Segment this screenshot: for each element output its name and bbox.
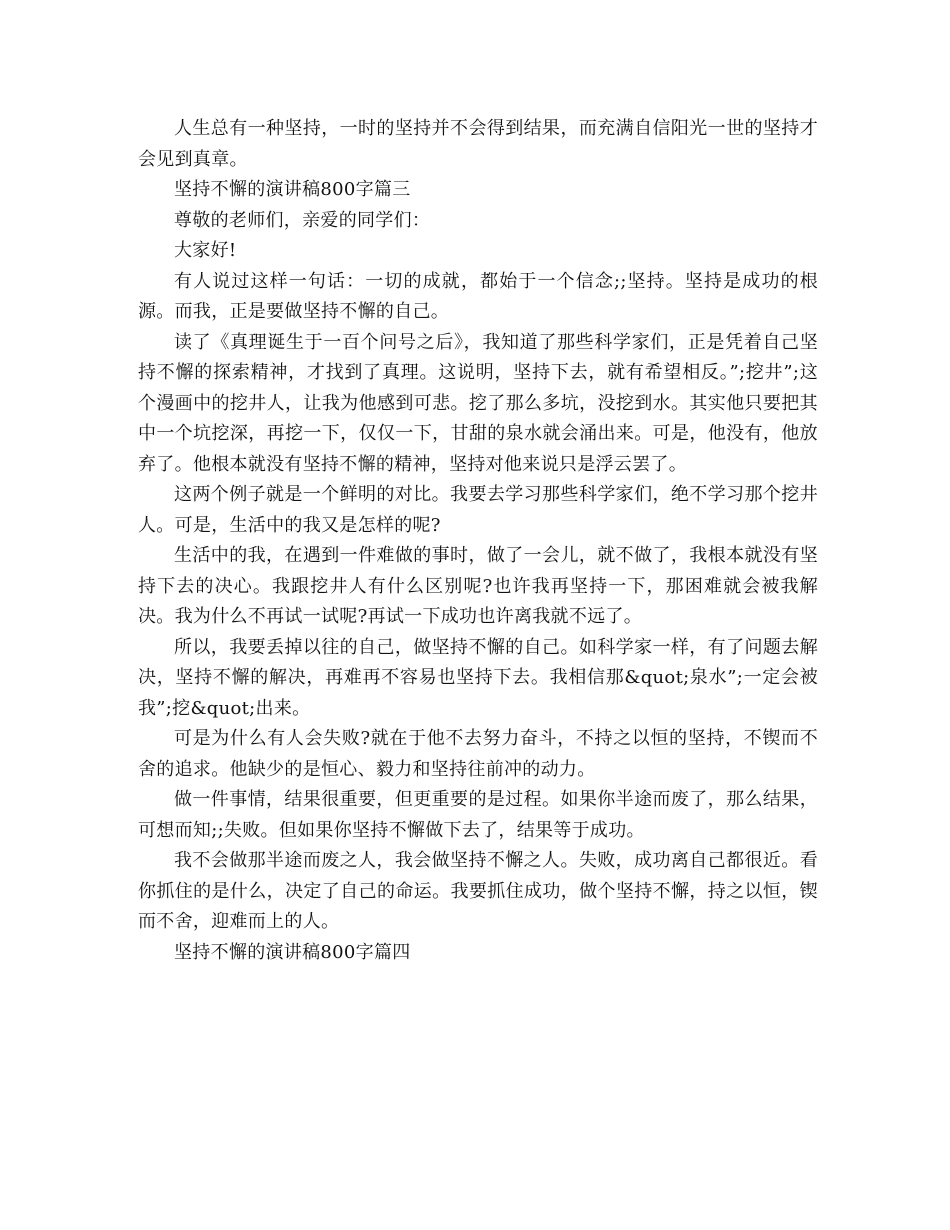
document-body bbox=[138, 114, 818, 968]
paragraph-scientists-well-digger: 读了《真理诞生于一百个问号之后》，我知道了那些科学家们，正是凭着自己坚持不懈的探索精神，才找到了真理。这说明，坚持下去，就有希望相反。”;挖井”;这个漫画中的挖井人，让我为他感到可悲。挖了那么多坑，没挖到水。其实他只要把其中一个坑挖深，再挖一下，仅仅一下，甘甜的泉水就会涌出来。可是，他没有，他放弃了。他根本就没有坚持不懈的精神，坚持对他来说只是浮云罢了。 bbox=[138, 331, 818, 475]
salutation: 尊敬的老师们，亲爱的同学们： bbox=[174, 209, 431, 231]
paragraph-life: 生活中的我，在遇到一件难做的事时，做了一会儿，就不做了，我根本就没有坚持下去的决心。我跟挖井人有什么区别呢?也许我再坚持一下，那困难就会被我解决。我为什么不再试一试呢?再试一下成功也许离我就不远了。 bbox=[138, 545, 818, 627]
greeting: 大家好! bbox=[174, 240, 237, 261]
section-heading-three: 坚持不懈的演讲稿800字篇三 bbox=[174, 179, 411, 200]
paragraph-failure: 可是为什么有人会失败?就在于他不去努力奋斗，不持之以恒的坚持，不锲而不舍的追求。他缺少的是恒心、毅力和坚持往前冲的动力。 bbox=[138, 728, 818, 780]
paragraph-resolution: 所以，我要丢掉以往的自己，做坚持不懈的自己。如科学家一样，有了问题去解决，坚持不懈的解决，再难再不容易也坚持下去。我相信那&quot;泉水”;一定会被我”;挖&quot;出来。 bbox=[138, 636, 818, 719]
paragraph-intro: 有人说过这样一句话：一切的成就，都始于一个信念;;坚持。坚持是成功的根源。而我，正是要做坚持不懈的自己。 bbox=[138, 270, 818, 322]
paragraph-contrast: 这两个例子就是一个鲜明的对比。我要去学习那些科学家们，绝不学习那个挖井人。可是，生活中的我又是怎样的呢? bbox=[138, 484, 818, 536]
paragraph-process: 做一件事情，结果很重要，但更重要的是过程。如果你半途而废了，那么结果，可想而知;;失败。但如果你坚持不懈做下去了，结果等于成功。 bbox=[138, 789, 818, 841]
paragraph-conclusion: 我不会做那半途而废之人，我会做坚持不懈之人。失败，成功离自己都很近。看你抓住的是什么，决定了自己的命运。我要抓住成功，做个坚持不懈，持之以恒，锲而不舍，迎难而上的人。 bbox=[138, 850, 818, 932]
paragraph-closing-line: 人生总有一种坚持，一时的坚持并不会得到结果，而充满自信阳光一世的坚持才会见到真章。 bbox=[138, 118, 818, 170]
section-heading-four: 坚持不懈的演讲稿800字篇四 bbox=[174, 941, 411, 963]
